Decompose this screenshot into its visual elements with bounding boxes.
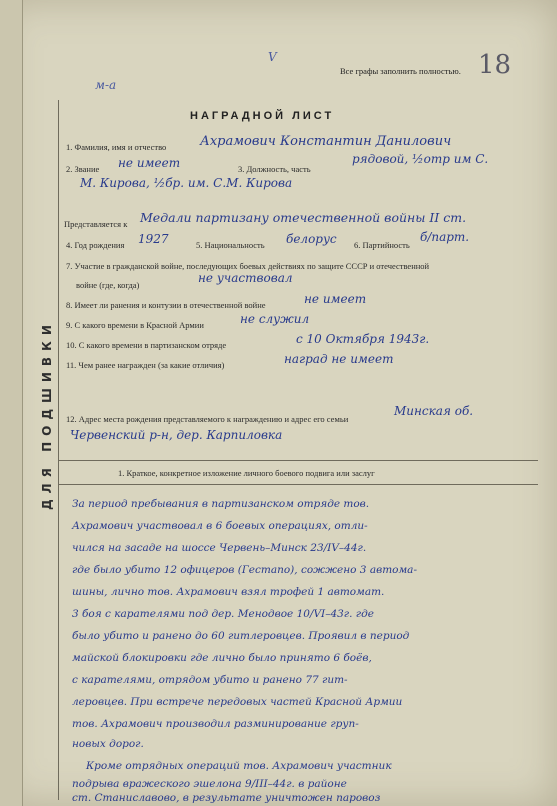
section-rule-bottom [58,484,538,485]
section-rule-top [58,460,538,461]
field-value-nationality: белорус [286,232,337,246]
pencil-check: V [268,50,277,64]
narrative-line: шины, лично тов. Ахрамович взял трофей 1 автомат. [72,586,385,598]
narrative-line: было убито и ранено до 60 гитлеровцев. Проявил в период [72,630,410,642]
field-label-civil-war: 7. Участие в гражданской войне, последующих боевых действиях по защите СССР и отечественной [66,261,430,271]
field-label-partisan-since: 10. С какого времени в партизанском отряде [66,340,227,350]
field-value-civil-war: не участвовал [198,271,293,285]
field-value-party: б/парт. [420,230,470,244]
field-label-previous-awards: 11. Чем ранее награжден (за какие отличия) [66,360,225,370]
field-value-red-army: не служил [240,312,310,326]
field-value-position: рядовой, ½отр им С. [352,152,489,166]
field-label-nationality: 5. Национальность [196,240,265,250]
field-label-position: 3. Должность, часть [238,164,311,174]
field-value-address: Минская об. [394,404,474,418]
section-title: 1. Краткое, конкретное изложение личного боевого подвига или заслуг [118,468,375,478]
binding-label: ДЛЯ ПОДШИВКИ [40,319,54,510]
folio-number: 18 [478,50,512,80]
field-label-address: 12. Адрес места рождения представляемого к награждению и адрес его семьи [66,414,349,424]
margin-line [58,100,59,800]
pencil-mark: м-а [95,78,117,92]
binding-strip [0,0,23,806]
narrative-line: леровцев. При встрече передовых частей Красной Армии [72,696,403,708]
field-label-award: Представляется к [64,219,128,229]
narrative-line: чился на засаде на шоссе Червень–Минск 23/IV–44г. [72,542,367,554]
narrative-line: новых дорог. [72,738,144,750]
field-value-previous-awards: наград не имеет [284,352,394,366]
narrative-line: За период пребывания в партизанском отряде тов. [72,498,370,510]
field-value-partisan-since: с 10 Октября 1943г. [296,332,430,346]
narrative-line: ст. Станиславово, в результате уничтожен паровоз [72,792,381,804]
field-label-rank: 2. Звание [66,164,100,174]
narrative-line: где было убито 12 офицеров (Гестапо), сожжено 3 автома- [72,564,417,576]
field-value-rank: не имеет [118,156,181,170]
document-title: НАГРАДНОЙ ЛИСТ [190,110,335,122]
field-value-award: Медали партизану отечественной войны II ст. [140,210,467,225]
field-label-name: 1. Фамилия, имя и отчество [66,142,167,152]
field-label-party: 6. Партийность [354,240,410,250]
narrative-line: Кроме отрядных операций тов. Ахрамович участник [86,760,392,772]
field-value-wounds: не имеет [304,292,367,306]
narrative-line: 3 боя с карателями под дер. Менодвое 10/VI–43г. где [72,608,374,620]
field-value-address-cont: Червенский р-н, дер. Карпиловка [70,428,283,442]
header-note: Все графы заполнить полностью. [340,66,461,76]
field-label-red-army: 9. С какого времени в Красной Армии [66,320,204,330]
narrative-line: майской блокировки где лично было принято 6 боёв, [72,652,372,664]
narrative-line: подрыва вражеского эшелона 9/III–44г. в районе [72,778,347,790]
field-value-birthyear: 1927 [138,232,169,246]
field-label-wounds: 8. Имеет ли ранения и контузии в отечественной войне [66,300,266,310]
field-label-civil-war-cont: войне (где, когда) [76,280,140,290]
field-value-name: Ахрамович Константин Данилович [200,134,452,149]
narrative-line: с карателями, отрядом убито и ранено 77 гит- [72,674,348,686]
narrative-line: Ахрамович участвовал в 6 боевых операциях, отли- [72,520,368,532]
narrative-line: тов. Ахрамович производил разминирование груп- [72,718,359,730]
field-value-position-cont: М. Кирова, ½бр. им. С.М. Кирова [80,176,293,190]
field-label-birthyear: 4. Год рождения [66,240,125,250]
